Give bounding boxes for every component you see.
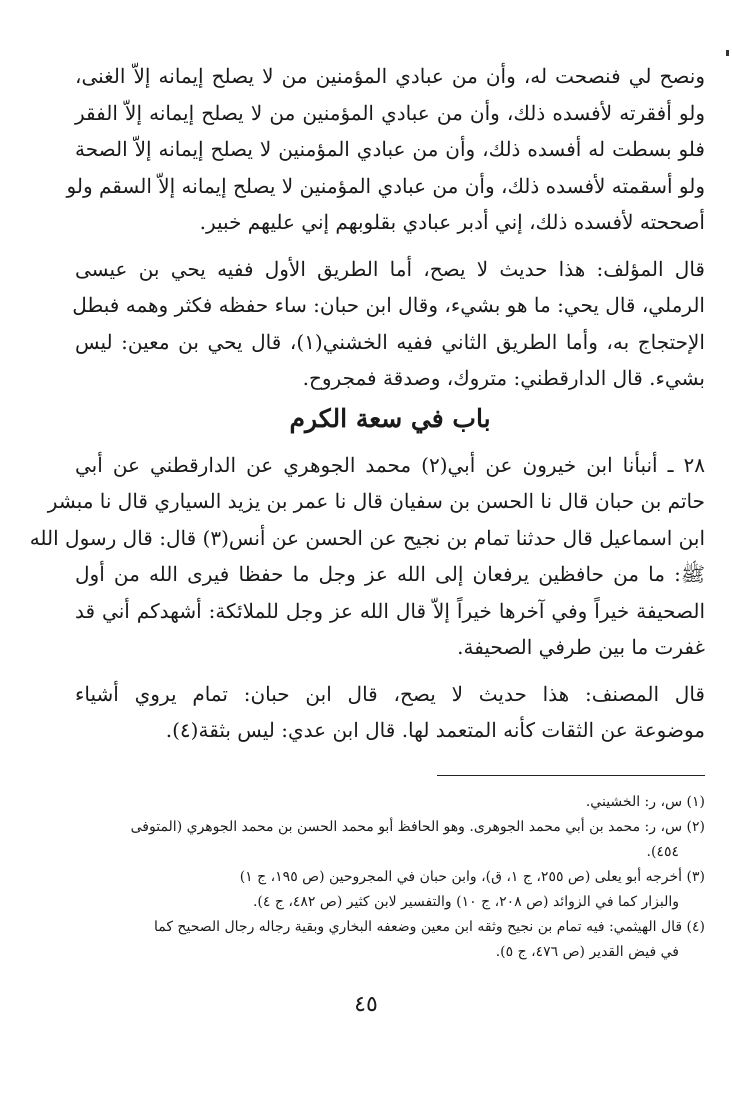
text-line: ونصح لي فنصحت له، وأن من عبادي المؤمنين من لا يصلح إيمانه إلاّ الغنى، [75, 64, 705, 88]
chapter-heading: باب في سعة الكرم [289, 403, 491, 433]
text-line: قال المصنف: هذا حديث لا يصح، قال ابن حبان: تمام يروي أشياء [75, 681, 705, 706]
paragraph-compiler-comment [75, 676, 705, 749]
footnote-divider [437, 775, 705, 776]
text-line: ولو أفقرته لأفسده ذلك، وأن من عبادي المؤمنين من لا يصلح إيمانه إلاّ الفقر [75, 100, 705, 125]
text-line: بشيء. قال الدارقطني: متروك، وصدقة فمجروح. [302, 366, 705, 390]
footnote-2: (٢) س، ر: محمد بن أبي محمد الجوهرى. وهو الحافظ أبو محمد الحسن بن محمد الجوهري (المتوفى [130, 818, 705, 835]
page-body [29, 58, 705, 965]
text-line: أصححته لأفسده ذلك، إني أدبر عبادي بقلوبهم إني عليهم خبير. [199, 210, 705, 234]
paragraph-author-comment [72, 251, 705, 397]
paragraph-hadith-28 [29, 447, 705, 666]
text-line: ابن اسماعيل قال حدثنا تمام بن نجيح عن الحسن عن أنس(٣) قال: قال رسول الله [29, 525, 705, 550]
text-line: غفرت ما بين طرفي الصحيفة. [457, 635, 705, 659]
text-line: ولو أسقمته لأفسده ذلك، وأن من عبادي المؤمنين لا يصلح إيمانه إلاّ السقم ولو [66, 173, 705, 198]
footnote-4: (٤) قال الهيثمي: فيه تمام بن نجيح وثقه ابن معين وضعفه البخاري وبقية رجاله رجال الصحيح كما [153, 918, 705, 935]
text-line: فلو بسطت له أفسده ذلك، وأن من عبادي المؤمنين لا يصلح إيمانه إلاّ الصحة [75, 137, 705, 161]
text-line: ٢٨ ـ أنبأنا ابن خيرون عن أبي(٢) محمد الجوهري عن الدارقطني عن أبي [75, 452, 705, 477]
footnote-2-cont: ٤٥٤). [646, 843, 679, 860]
text-line: الصحيفة خيراً وفي آخرها خيراً إلاّ قال الله عز وجل للملائكة: أشهدكم أني قد [75, 598, 705, 623]
text-line: موضوعة عن الثقات كأنه المتعمد لها. قال ابن عدي: ليس بثقة(٤). [165, 718, 705, 742]
footnote-1: (١) س، ر: الخشيني. [585, 793, 705, 810]
text-line: ﷺ: ما من حافظين يرفعان إلى الله عز وجل ما حفظا فيرى الله من أول [75, 562, 705, 586]
footnotes [75, 790, 705, 965]
footnote-4-cont: في فيض القدير (ص ٤٧٦، ج ٥). [495, 943, 679, 960]
text-line: قال المؤلف: هذا حديث لا يصح، أما الطريق الأول ففيه يحي بن عيسى [75, 256, 705, 281]
page-number: ٤٥ [354, 992, 378, 1017]
footnote-3-cont: والبزار كما في الزوائد (ص ٢٠٨، ج ١٠) والتفسير لابن كثير (ص ٤٨٢، ج ٤). [252, 893, 679, 910]
margin-mark [726, 50, 729, 56]
text-line: حاتم بن حبان قال نا الحسن بن سفيان قال نا عمر بن يزيد السياري قال نا مبشر [47, 489, 705, 513]
paragraph-hadith-end [66, 58, 705, 241]
footnote-3: (٣) أخرجه أبو يعلى (ص ٢٥٥، ج ١، ق)، وابن حبان في المجروحين (ص ١٩٥، ج ١) [239, 868, 705, 885]
text-line: الرملي، قال يحي: ما هو بشيء، وقال ابن حبان: ساء حفظه فكثر وهمه فبطل [72, 293, 705, 317]
text-line: الإحتجاج به، وأما الطريق الثاني ففيه الخشني(١)، قال يحي بن معين: ليس [75, 329, 705, 354]
